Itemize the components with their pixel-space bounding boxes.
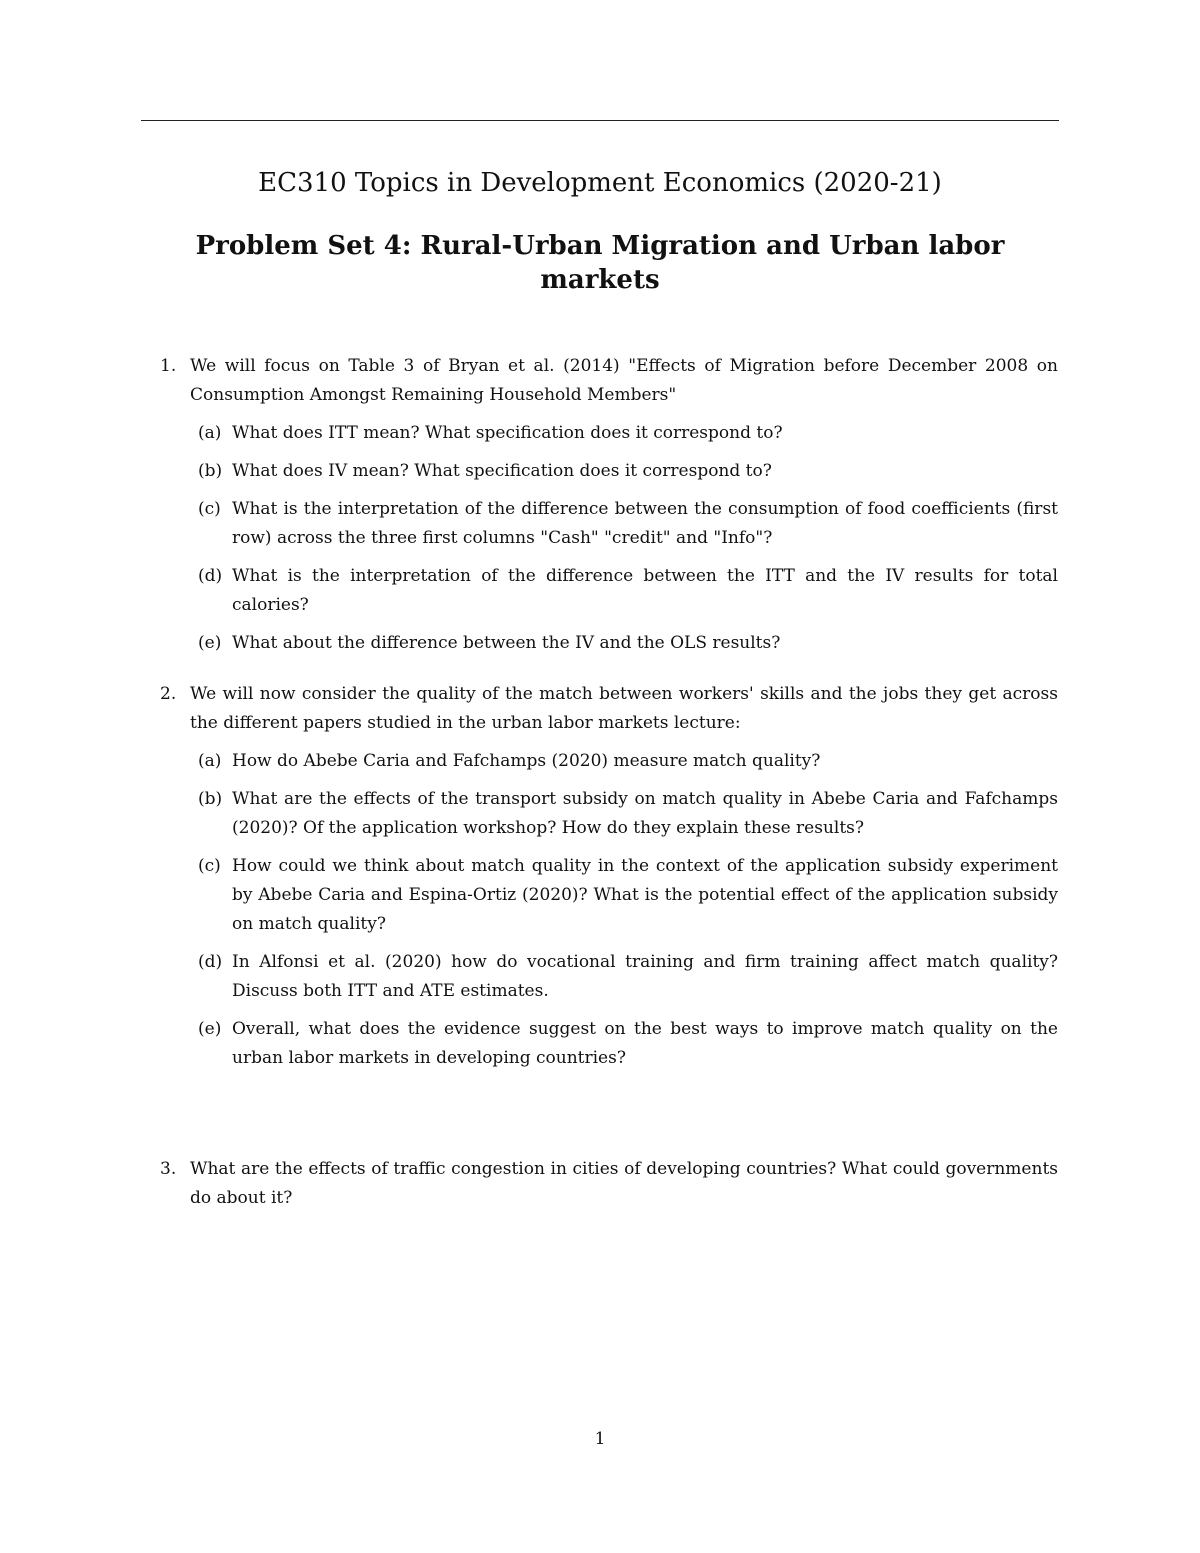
page-number: 1	[594, 1429, 606, 1449]
subquestion-label: (e)	[198, 633, 222, 653]
subquestion-1c	[198, 495, 1058, 553]
subquestion-text: Overall, what does the evidence suggest on the best ways to improve match quality on the urban labor markets in developing countries?	[232, 1019, 1058, 1068]
question-number: 3.	[160, 1159, 177, 1179]
subquestion-text: How could we think about match quality in the context of the application subsidy experiment by Abebe Caria and Espina-Ortiz (2020)? What is the potential effect of the application subsidy on match quality?	[232, 856, 1058, 934]
subquestion-label: (a)	[198, 751, 222, 771]
question-text: We will focus on Table 3 of Bryan et al. (2014) "Effects of Migration before December 2008 on Consumption Amongst Remaining Household Members"	[190, 356, 1058, 405]
subquestion-label: (e)	[198, 1019, 222, 1039]
subquestion-text: How do Abebe Caria and Fafchamps (2020) measure match quality?	[232, 751, 821, 771]
subquestion-text: What is the interpretation of the difference between the ITT and the IV results for total calories?	[232, 566, 1058, 615]
subquestion-label: (b)	[198, 789, 223, 809]
subquestion-1a	[198, 419, 1058, 448]
subquestion-label: (d)	[198, 566, 223, 586]
subquestion-2c	[198, 852, 1058, 939]
subquestion-text: What are the effects of the transport subsidy on match quality in Abebe Caria and Fafchamps (2020)? Of the application workshop? How do they explain these results?	[232, 789, 1058, 838]
subquestion-list	[198, 747, 1058, 1073]
header-rule	[141, 120, 1059, 121]
subquestion-label: (a)	[198, 423, 222, 443]
subquestion-text: What about the difference between the IV and the OLS results?	[232, 633, 781, 653]
subquestion-list	[198, 419, 1058, 658]
question-1	[160, 352, 1058, 667]
subquestion-label: (d)	[198, 952, 223, 972]
subquestion-1b	[198, 457, 1058, 486]
subquestion-text: What is the interpretation of the difference between the consumption of food coefficients (first row) across the three first columns "Cash" "credit" and "Info"?	[232, 499, 1058, 548]
subquestion-label: (c)	[198, 499, 221, 519]
question-number: 1.	[160, 356, 177, 376]
subquestion-1e	[198, 629, 1058, 658]
subquestion-1d	[198, 562, 1058, 620]
question-3	[160, 1155, 1058, 1213]
problem-set-title: Problem Set 4: Rural-Urban Migration and Urban labor markets	[195, 231, 1005, 295]
subquestion-text: In Alfonsi et al. (2020) how do vocational training and firm training affect match quality? Discuss both ITT and ATE estimates.	[232, 952, 1058, 1001]
course-title: EC310 Topics in Development Economics (2020-21)	[258, 168, 942, 198]
question-text: What are the effects of traffic congestion in cities of developing countries? What could governments do about it?	[190, 1159, 1058, 1208]
question-2	[160, 680, 1058, 1082]
subquestion-label: (b)	[198, 461, 223, 481]
subquestion-text: What does ITT mean? What specification does it correspond to?	[232, 423, 783, 443]
subquestion-label: (c)	[198, 856, 221, 876]
question-text: We will now consider the quality of the match between workers' skills and the jobs they get across the different papers studied in the urban labor markets lecture:	[190, 684, 1058, 733]
question-number: 2.	[160, 684, 177, 704]
subquestion-2b	[198, 785, 1058, 843]
subquestion-2e	[198, 1015, 1058, 1073]
subquestion-2a	[198, 747, 1058, 776]
subquestion-text: What does IV mean? What specification does it correspond to?	[232, 461, 772, 481]
subquestion-2d	[198, 948, 1058, 1006]
